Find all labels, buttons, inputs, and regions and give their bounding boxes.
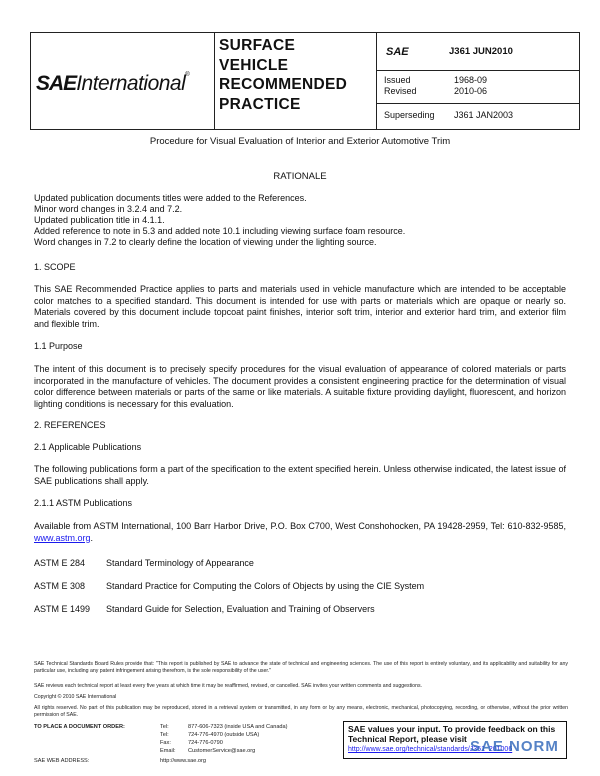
feedback-title: SAE values your input. To provide feedback on this Technical Report, please visit [348,724,556,744]
logo-trademark: ® [185,72,190,78]
title-line: SURFACE [219,37,296,54]
section-2-1-1-text [34,521,566,544]
sae-international-logo [36,72,190,96]
reference-title: Standard Guide for Selection, Evaluation and Training of Observers [106,604,375,614]
reference-title: Standard Terminology of Appearance [106,558,254,568]
header-divider-superseding [376,103,579,104]
tel2-value: 724-776-4970 (outside USA) [188,732,260,738]
rationale-line: Minor word changes in 3.2.4 and 7.2. [34,204,183,214]
superseding-label: Superseding [384,110,435,120]
footer-rights-text: All rights reserved. No part of this publication may be reproduced, stored in a retrieval system or transmitted, in any form or by any means, electronic, mechanical, photocopying, recording, or otherwise, without the prior written permission of SAE. [34,705,568,718]
logo-international-text: International [76,72,186,95]
rationale-line: Updated publication documents titles were added to the References. [34,193,307,203]
rationale-line: Word changes in 7.2 to clearly define the location of viewing under the lighting source. [34,237,377,247]
issued-label: Issued [384,75,411,85]
issued-value: 1968-09 [454,75,488,85]
reference-code: ASTM E 284 [34,558,86,568]
astm-website-link[interactable]: www.astm.org [34,532,91,543]
order-label: TO PLACE A DOCUMENT ORDER: [34,724,125,730]
tel-label: Tel: [160,724,169,730]
section-2-1-text: The following publications form a part of the specification to the extent specified herein. Unless otherwise indicated, the latest issue of SAE publications shall apply. [34,464,566,486]
section-1-text: This SAE Recommended Practice applies to parts and materials used in vehicle manufacture which are intended to be acceptable color matches to a specified standard. This document is intended for use with parts or materials which are opaque or nearly so. Materials covered by this document include topcoat paint finishes, interior soft trim, interior and exterior hard trim, and exterior film and flexible trim. [34,284,566,329]
reference-row [34,581,424,591]
superseding-value: J361 JAN2003 [454,110,514,120]
document-type-title [219,36,347,114]
rationale-line: Added reference to note in 5.3 and added note 10.1 including viewing surface foam resource. [34,226,406,236]
web-value[interactable]: http://www.sae.org [160,758,207,764]
section-1-heading: 1. SCOPE [34,262,76,272]
email-value[interactable]: CustomerService@sae.org [188,748,256,754]
document-subtitle: Procedure for Visual Evaluation of Interior and Exterior Automotive Trim [149,136,451,147]
revised-label: Revised [384,86,417,96]
title-line: RECOMMENDED [219,76,348,93]
reference-code: ASTM E 1499 [34,604,91,614]
revised-value: 2010-06 [454,86,488,96]
email-label: Email: [160,748,176,754]
title-line: VEHICLE [219,56,289,74]
fax-value: 724-776-0790 [188,740,223,746]
footer-review-text: SAE reviews each technical report at least every five years at which time it may be reaffirmed, revised, or cancelled. SAE invites your written comments and suggestions. [34,683,422,689]
footer-copyright: Copyright © 2010 SAE International [34,694,117,700]
header-divider-docnum [376,70,579,71]
header-divider-right [376,32,377,129]
astm-address-text: Available from ASTM International, 100 Barr Harbor Drive, P.O. Box C700, West Conshohocken, PA 19428-2959, Tel: 610-832-9585, [34,521,566,531]
header-divider-left [214,32,215,129]
reference-title: Standard Practice for Computing the Colors of Objects by using the CIE System [106,581,425,591]
web-label: SAE WEB ADDRESS: [34,758,90,764]
sae-norm-watermark: SAE NORM [470,738,559,755]
section-2-heading: 2. REFERENCES [34,420,106,430]
astm-period: . [90,532,94,543]
fax-label: Fax: [160,740,171,746]
section-1-1-heading: 1.1 Purpose [34,341,83,351]
tel2-label: Tel: [160,732,169,738]
rationale-heading: RATIONALE [273,171,327,182]
reference-code: ASTM E 308 [34,581,86,591]
footer-rules-text: SAE Technical Standards Board Rules provide that: "This report is published by SAE to advance the state of technical and engineering sciences. The use of this report is entirely voluntary, and its applicability and suitability for any particular use, including any patent infringement arising therefrom, is the sole responsibility of the user." [34,661,568,674]
logo-sae-text: SAE [36,72,77,95]
reference-row [34,604,375,614]
feedback-link[interactable]: http://www.sae.org/technical/standards/J361_201006 [348,746,513,753]
doc-sae-logo: SAE [386,46,409,58]
tel-value: 877-606-7323 (inside USA and Canada) [188,724,288,730]
section-2-1-1-heading: 2.1.1 ASTM Publications [34,498,133,508]
title-line: PRACTICE [219,95,301,113]
section-2-1-heading: 2.1 Applicable Publications [34,442,142,452]
rationale-line: Updated publication title in 4.1.1. [34,215,165,225]
document-number: J361 JUN2010 [449,46,513,57]
reference-row [34,558,254,568]
section-1-1-text: The intent of this document is to precisely specify procedures for the visual evaluation of appearance of colored materials or parts incorporated in the manufacture of vehicles. The document provides a consistent engineering practice for the determination of visual color difference between materials or parts of the same or like materials. A suitable fixture providing daylight, fluorescent, and horizon lighting conditions is necessary for this evaluation. [34,364,566,409]
